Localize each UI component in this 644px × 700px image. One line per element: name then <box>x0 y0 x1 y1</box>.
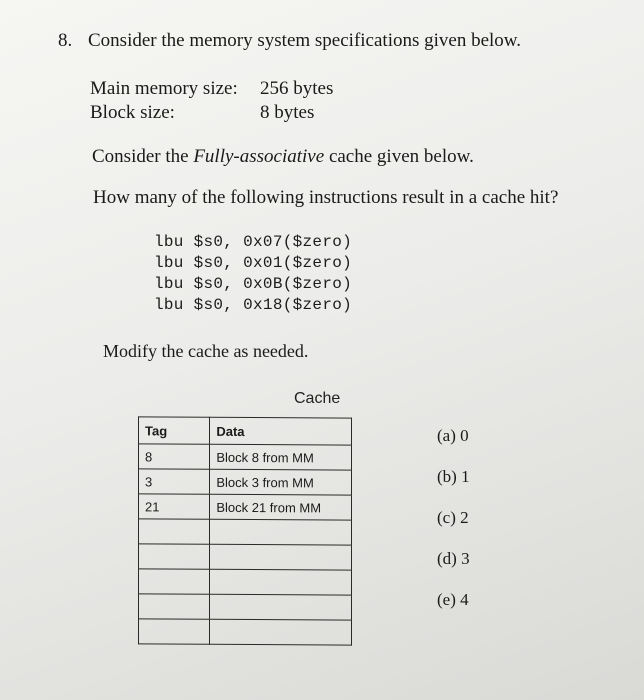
instruction-line: lbu $s0, 0x0B($zero) <box>154 275 353 293</box>
choice-e: (e) 4 <box>437 590 469 609</box>
cache-data-cell: Block 8 from MM <box>210 444 352 470</box>
cache-data-cell: Block 21 from MM <box>210 494 352 520</box>
cache-table <box>138 416 352 645</box>
main-memory-size-value: 256 bytes <box>260 78 334 99</box>
hit-question: How many of the following instructions result in a cache hit? <box>93 187 559 208</box>
cache-tag-cell: 8 <box>139 444 210 469</box>
cache-row-empty <box>139 544 352 570</box>
cache-tag-cell <box>139 544 210 569</box>
cache-row <box>139 444 352 470</box>
cache-tag-cell <box>139 569 210 594</box>
choice-c: (c) 2 <box>437 508 469 527</box>
cache-header-row <box>139 417 352 445</box>
cache-tag-cell <box>139 619 210 644</box>
cache-caption: Cache <box>294 390 341 407</box>
main-memory-size-label: Main memory size: <box>90 78 238 99</box>
cache-tag-cell <box>139 594 210 619</box>
instruction-line: lbu $s0, 0x07($zero) <box>154 233 353 251</box>
cache-row <box>139 469 352 495</box>
cache-data-cell <box>210 594 352 620</box>
instruction-line: lbu $s0, 0x01($zero) <box>154 254 353 272</box>
cache-type-emphasis: Fully-associative <box>193 146 325 167</box>
cache-intro <box>92 146 474 168</box>
choice-a: (a) 0 <box>437 426 469 445</box>
block-size-label: Block size: <box>90 102 175 123</box>
modify-note: Modify the cache as needed. <box>103 341 309 361</box>
cache-data-cell <box>210 519 352 545</box>
data-column-header: Data <box>210 417 352 445</box>
cache-row-empty <box>139 594 352 620</box>
cache-tag-cell: 3 <box>139 469 210 494</box>
tag-column-header: Tag <box>139 417 210 444</box>
cache-row-empty <box>139 619 352 645</box>
cache-data-cell: Block 3 from MM <box>210 469 352 495</box>
choice-b: (b) 1 <box>437 467 470 486</box>
block-size-value: 8 bytes <box>260 102 315 123</box>
cache-data-cell <box>210 619 352 645</box>
question-title: Consider the memory system specifications given below. <box>88 30 522 51</box>
cache-data-cell <box>210 569 352 595</box>
instruction-line: lbu $s0, 0x18($zero) <box>154 296 353 314</box>
cache-row-empty <box>139 519 352 545</box>
cache-data-cell <box>210 544 352 570</box>
cache-tag-cell: 21 <box>139 494 210 519</box>
cache-intro-before: Consider the <box>92 146 194 167</box>
cache-row-empty <box>139 569 352 595</box>
cache-intro-after: cache given below. <box>324 146 474 167</box>
cache-row <box>139 494 352 520</box>
question-number: 8. <box>58 30 73 51</box>
cache-tag-cell <box>139 519 210 544</box>
choice-d: (d) 3 <box>437 549 470 568</box>
